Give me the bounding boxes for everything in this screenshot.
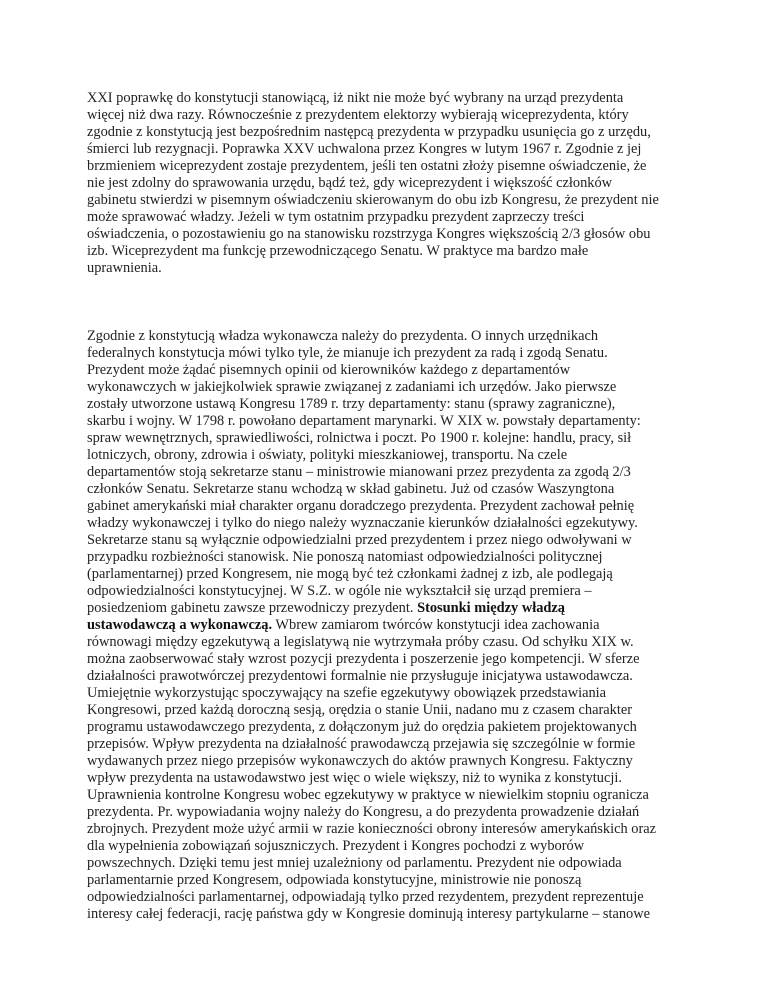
- text-line-with-heading: [87, 600, 687, 617]
- text-line: brzmieniem wiceprezydent zostaje prezydentem, jeśli ten ostatni złoży pisemne oświadczenie, że: [87, 158, 647, 174]
- text-line: zbrojnych. Prezydent może użyć armii w razie konieczności obrony interesów amerykańskich oraz: [87, 821, 657, 837]
- text-line: członków Senatu. Sekretarze stanu wchodzą w skład gabinetu. Już od czasów Waszyngtona: [87, 481, 615, 497]
- text-line: programu ustawodawczego prezydenta, z dołączonym już do orędzia pakietem projektowanych: [87, 719, 637, 735]
- text-segment: posiedzeniom gabinetu zawsze przewodniczy prezydent.: [87, 600, 414, 616]
- text-line: może sprawować władzy. Jeżeli w tym ostatnim przypadku prezydent zaprzeczy treści: [87, 209, 585, 225]
- text-line: działalności prawotwórczej prezydentowi formalnie nie przysługuje inicjatywa ustawodawcza.: [87, 668, 633, 684]
- text-line: wpływ prezydenta na ustawodawstwo jest więc o wiele większy, niż to wynika z konstytucji.: [87, 770, 622, 786]
- text-line: lotniczych, obrony, zdrowia i oświaty, polityki mieszkaniowej, transportu. Na czele: [87, 447, 568, 463]
- text-line: powszechnych. Dzięki temu jest mniej uzależniony od parlamentu. Prezydent nie odpowiada: [87, 855, 622, 871]
- text-line: oświadczenia, o pozostawieniu go na stanowisku rozstrzyga Kongres większością 2/3 głosów obu: [87, 226, 651, 242]
- text-line: parlamentarnie przed Kongresem, odpowiada konstytucyjne, ministrowie nie ponoszą: [87, 872, 582, 888]
- section-heading-bold: Stosunki między władzą: [417, 600, 565, 616]
- text-line: gabinet amerykański miał charakter organu doradczego prezydenta. Prezydent zachował pełnię: [87, 498, 635, 514]
- document-page: [87, 90, 687, 923]
- text-line: Kongresowi, przed każdą doroczną sesją, orędzia o stanie Unii, nadano mu z czasem charakter: [87, 702, 633, 718]
- text-line: spraw wewnętrznych, sprawiedliwości, rolnictwa i poczt. Po 1900 r. kolejne: handlu, pracy, sił: [87, 430, 632, 446]
- text-line: wykonawczych w jakiejkolwiek sprawie związanej z zadaniami ich urzędów. Jako pierwsze: [87, 379, 617, 395]
- text-segment: Wbrew zamiarom twórców konstytucji idea zachowania: [272, 617, 600, 633]
- text-line: uprawnienia.: [87, 260, 162, 276]
- text-line: gabinetu stwierdzi w pisemnym oświadczeniu skierowanym do obu izb Kongresu, że prezydent nie: [87, 192, 659, 208]
- text-line: władzy wykonawczej i tylko do niego należy wyznaczanie kierunków działalności egzekutywy.: [87, 515, 638, 531]
- text-line: równowagi między egzekutywą a legislatywą nie wytrzymała próby czasu. Od schyłku XIX w.: [87, 634, 634, 650]
- text-line: skarbu i wojny. W 1798 r. powołano departament marynarki. W XIX w. powstały departamenty:: [87, 413, 641, 429]
- text-line: można zaobserwować stały wzrost pozycji prezydenta i poszerzenie jego kompetencji. W sferze: [87, 651, 640, 667]
- paragraph-executive-power: [87, 328, 687, 923]
- text-line: więcej niż dwa razy. Równocześnie z prezydentem elektorzy wybierają wiceprezydenta, który: [87, 107, 629, 123]
- text-line: Umiejętnie wykorzystując spoczywający na szefie egzekutywy obowiązek przedstawiania: [87, 685, 607, 701]
- text-line: odpowiedzialności parlamentarnej, odpowiadają tylko przed rezydentem, prezydent reprezentuje: [87, 889, 644, 905]
- text-line: departamentów stoją sekretarze stanu – ministrowie mianowani przez prezydenta za zgodą 2/3: [87, 464, 631, 480]
- text-line: Zgodnie z konstytucją władza wykonawcza należy do prezydenta. O innych urzędnikach: [87, 328, 599, 344]
- text-line: (parlamentarnej) przed Kongresem, nie mogą być też członkami żadnej z izb, ale podlegają: [87, 566, 613, 582]
- text-line-with-heading: [87, 617, 687, 634]
- text-line: przypadku rozbieżności stanowisk. Nie ponoszą natomiast odpowiedzialności politycznej: [87, 549, 603, 565]
- text-line: Prezydent może żądać pisemnych opinii od kierowników każdego z departamentów: [87, 362, 571, 378]
- text-line: Sekretarze stanu są wyłącznie odpowiedzialni przed prezydentem i przez niego odwoływani w: [87, 532, 632, 548]
- text-line: przepisów. Wpływ prezydenta na działalność prawodawczą przejawia się szczególnie w formie: [87, 736, 636, 752]
- paragraph-vice-president: [87, 90, 687, 277]
- text-line: nie jest zdolny do sprawowania urzędu, bądź też, gdy wiceprezydent i większość członków: [87, 175, 613, 191]
- text-line: zgodnie z konstytucją jest bezpośrednim następcą prezydenta w przypadku usunięcia go z urzędu,: [87, 124, 651, 140]
- text-line: interesy całej federacji, rację państwa gdy w Kongresie dominują interesy partykularne – stanowe: [87, 906, 651, 922]
- text-line: odpowiedzialności konstytucyjnej. W S.Z. w ogóle nie wykształcił się urząd premiera –: [87, 583, 592, 599]
- text-line: federalnych konstytucja mówi tylko tyle, że mianuje ich prezydent za radą i zgodą Senatu.: [87, 345, 608, 361]
- text-line: śmierci lub rezygnacji. Poprawka XXV uchwalona przez Kongres w lutym 1967 r. Zgodnie z jej: [87, 141, 642, 157]
- text-line: wydawanych przez niego przepisów wykonawczych do aktów prawnych Kongresu. Faktyczny: [87, 753, 633, 769]
- text-line: zostały utworzone ustawą Kongresu 1789 r. trzy departamenty: stanu (sprawy zagraniczne),: [87, 396, 616, 412]
- section-heading-bold: ustawodawczą a wykonawczą.: [87, 617, 273, 633]
- text-line: Uprawnienia kontrolne Kongresu wobec egzekutywy w praktyce w niewielkim stopniu ogranicza: [87, 787, 649, 803]
- text-line: prezydenta. Pr. wypowiadania wojny należy do Kongresu, a do prezydenta prowadzenie działań: [87, 804, 640, 820]
- text-line: dla wypełnienia zobowiązań sojuszniczych. Prezydent i Kongres pochodzi z wyborów: [87, 838, 585, 854]
- text-line: izb. Wiceprezydent ma funkcję przewodniczącego Senatu. W praktyce ma bardzo małe: [87, 243, 589, 259]
- text-line: XXI poprawkę do konstytucji stanowiącą, iż nikt nie może być wybrany na urząd prezydenta: [87, 90, 624, 106]
